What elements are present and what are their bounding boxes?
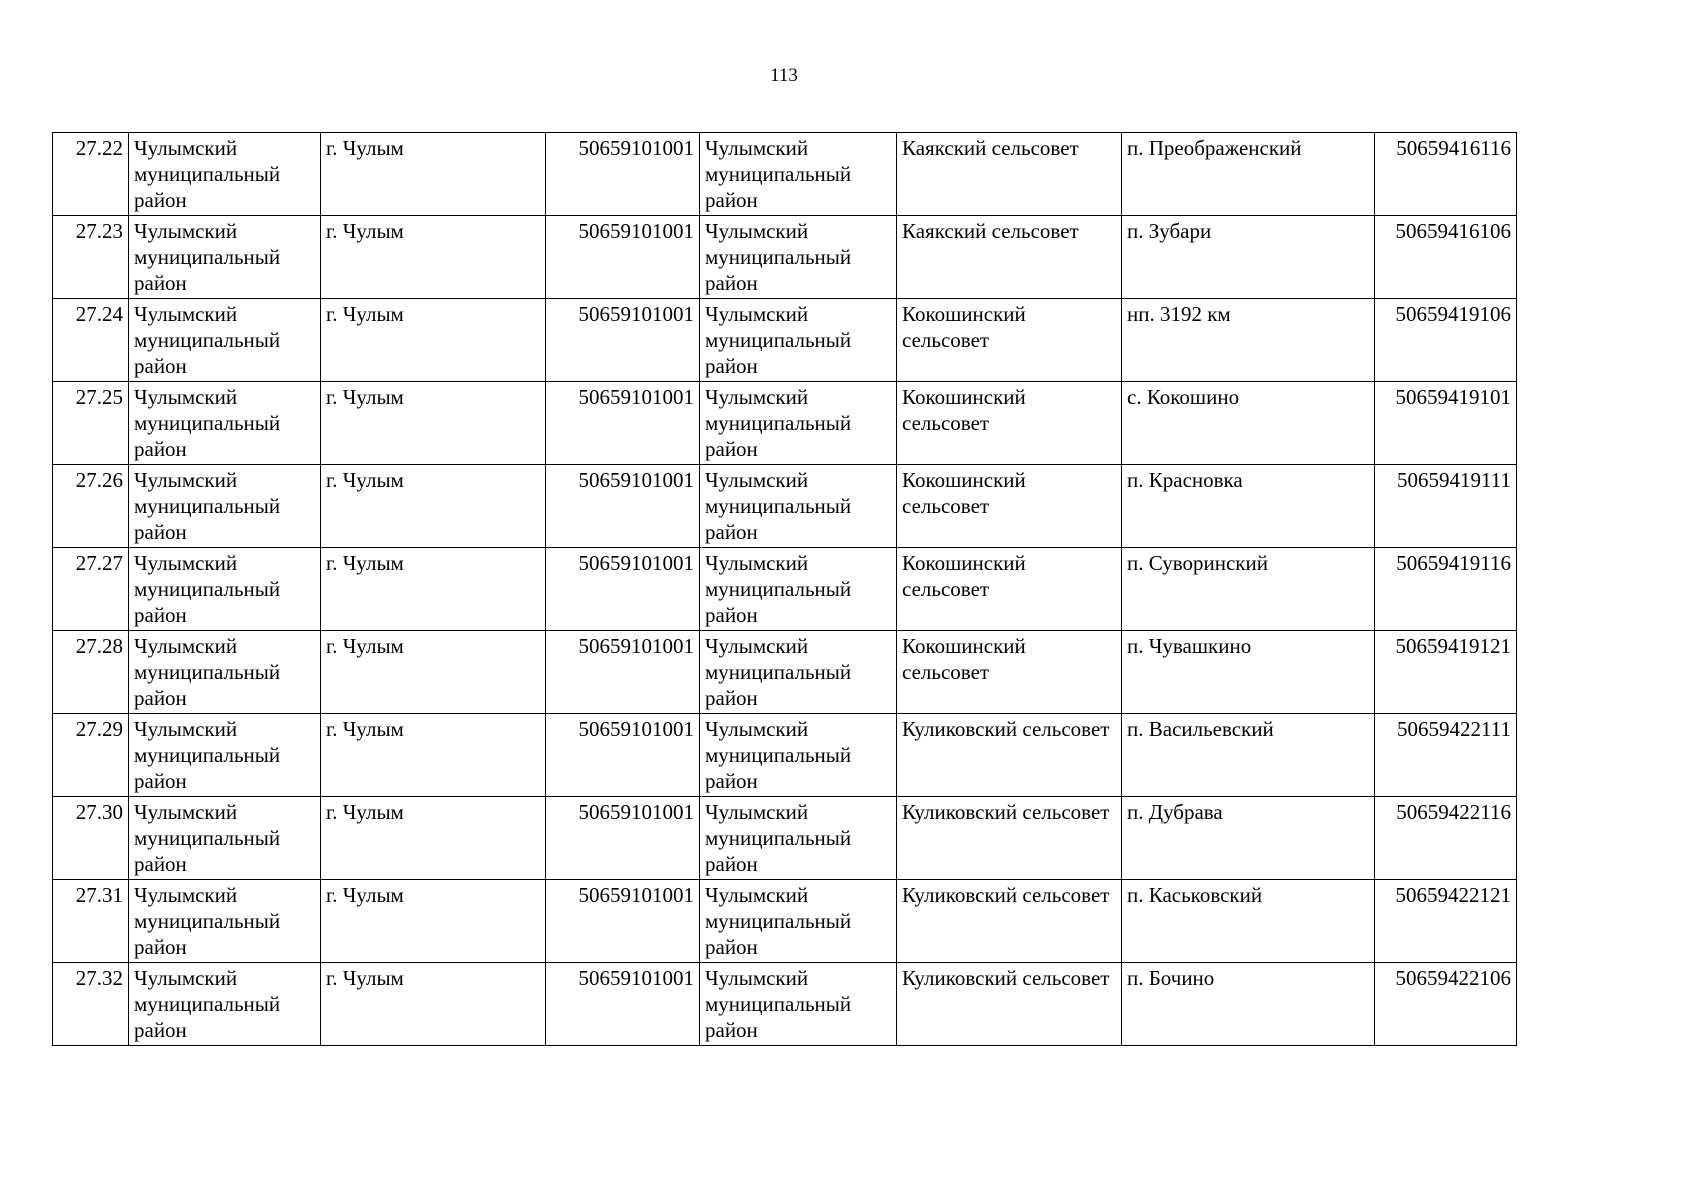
district-cell: Чулымский муниципальный район <box>129 631 321 714</box>
table-row <box>53 880 1517 963</box>
settlement-cell: п. Каськовский <box>1122 880 1375 963</box>
admin-center-code-cell: 50659101001 <box>546 631 700 714</box>
admin-center-code-cell: 50659101001 <box>546 797 700 880</box>
municipality-cell: Чулымский муниципальный район <box>700 465 897 548</box>
settlement-cell: нп. 3192 км <box>1122 299 1375 382</box>
municipality-cell: Чулымский муниципальный район <box>700 714 897 797</box>
table-row <box>53 216 1517 299</box>
row-number-cell: 27.22 <box>53 133 129 216</box>
table-body <box>53 133 1517 1046</box>
settlement-code-cell: 50659422111 <box>1375 714 1517 797</box>
district-cell: Чулымский муниципальный район <box>129 714 321 797</box>
council-cell: Кокошинский сельсовет <box>897 382 1122 465</box>
settlement-cell: п. Преображенский <box>1122 133 1375 216</box>
council-cell: Кокошинский сельсовет <box>897 465 1122 548</box>
row-number-cell: 27.24 <box>53 299 129 382</box>
district-cell: Чулымский муниципальный район <box>129 465 321 548</box>
municipality-cell: Чулымский муниципальный район <box>700 382 897 465</box>
row-number-cell: 27.23 <box>53 216 129 299</box>
municipality-cell: Чулымский муниципальный район <box>700 299 897 382</box>
settlement-code-cell: 50659422121 <box>1375 880 1517 963</box>
admin-center-cell: г. Чулым <box>321 216 546 299</box>
district-cell: Чулымский муниципальный район <box>129 382 321 465</box>
table-row <box>53 382 1517 465</box>
admin-center-cell: г. Чулым <box>321 797 546 880</box>
admin-center-code-cell: 50659101001 <box>546 133 700 216</box>
council-cell: Кокошинский сельсовет <box>897 548 1122 631</box>
settlement-code-cell: 50659422106 <box>1375 963 1517 1046</box>
row-number-cell: 27.29 <box>53 714 129 797</box>
settlement-code-cell: 50659419106 <box>1375 299 1517 382</box>
row-number-cell: 27.32 <box>53 963 129 1046</box>
row-number-cell: 27.30 <box>53 797 129 880</box>
municipality-cell: Чулымский муниципальный район <box>700 880 897 963</box>
admin-center-cell: г. Чулым <box>321 133 546 216</box>
district-cell: Чулымский муниципальный район <box>129 133 321 216</box>
row-number-cell: 27.27 <box>53 548 129 631</box>
settlement-cell: п. Суворинский <box>1122 548 1375 631</box>
admin-center-code-cell: 50659101001 <box>546 548 700 631</box>
row-number-cell: 27.25 <box>53 382 129 465</box>
council-cell: Каякский сельсовет <box>897 133 1122 216</box>
table-row <box>53 797 1517 880</box>
row-number-cell: 27.31 <box>53 880 129 963</box>
admin-center-cell: г. Чулым <box>321 382 546 465</box>
council-cell: Куликовский сельсовет <box>897 714 1122 797</box>
settlement-code-cell: 50659422116 <box>1375 797 1517 880</box>
admin-center-code-cell: 50659101001 <box>546 714 700 797</box>
settlement-table <box>52 132 1517 1046</box>
district-cell: Чулымский муниципальный район <box>129 548 321 631</box>
municipality-cell: Чулымский муниципальный район <box>700 797 897 880</box>
settlement-code-cell: 50659416116 <box>1375 133 1517 216</box>
admin-center-code-cell: 50659101001 <box>546 216 700 299</box>
district-cell: Чулымский муниципальный район <box>129 963 321 1046</box>
municipality-cell: Чулымский муниципальный район <box>700 216 897 299</box>
district-cell: Чулымский муниципальный район <box>129 299 321 382</box>
settlement-cell: с. Кокошино <box>1122 382 1375 465</box>
admin-center-code-cell: 50659101001 <box>546 880 700 963</box>
admin-center-code-cell: 50659101001 <box>546 382 700 465</box>
municipality-cell: Чулымский муниципальный район <box>700 133 897 216</box>
settlement-cell: п. Красновка <box>1122 465 1375 548</box>
row-number-cell: 27.26 <box>53 465 129 548</box>
council-cell: Куликовский сельсовет <box>897 963 1122 1046</box>
council-cell: Кокошинский сельсовет <box>897 631 1122 714</box>
admin-center-cell: г. Чулым <box>321 299 546 382</box>
settlement-code-cell: 50659419101 <box>1375 382 1517 465</box>
settlement-code-cell: 50659419121 <box>1375 631 1517 714</box>
district-cell: Чулымский муниципальный район <box>129 880 321 963</box>
admin-center-cell: г. Чулым <box>321 880 546 963</box>
settlement-code-cell: 50659416106 <box>1375 216 1517 299</box>
settlement-cell: п. Чувашкино <box>1122 631 1375 714</box>
settlement-code-cell: 50659419111 <box>1375 465 1517 548</box>
table-row <box>53 714 1517 797</box>
municipality-cell: Чулымский муниципальный район <box>700 963 897 1046</box>
table-row <box>53 133 1517 216</box>
settlement-cell: п. Бочино <box>1122 963 1375 1046</box>
admin-center-code-cell: 50659101001 <box>546 299 700 382</box>
admin-center-cell: г. Чулым <box>321 465 546 548</box>
settlement-cell: п. Дубрава <box>1122 797 1375 880</box>
council-cell: Каякский сельсовет <box>897 216 1122 299</box>
settlement-cell: п. Зубари <box>1122 216 1375 299</box>
district-cell: Чулымский муниципальный район <box>129 216 321 299</box>
table-row <box>53 548 1517 631</box>
admin-center-cell: г. Чулым <box>321 631 546 714</box>
admin-center-cell: г. Чулым <box>321 963 546 1046</box>
council-cell: Кокошинский сельсовет <box>897 299 1122 382</box>
table-row <box>53 299 1517 382</box>
settlement-cell: п. Васильевский <box>1122 714 1375 797</box>
row-number-cell: 27.28 <box>53 631 129 714</box>
municipality-cell: Чулымский муниципальный район <box>700 548 897 631</box>
council-cell: Куликовский сельсовет <box>897 797 1122 880</box>
admin-center-cell: г. Чулым <box>321 548 546 631</box>
district-cell: Чулымский муниципальный район <box>129 797 321 880</box>
council-cell: Куликовский сельсовет <box>897 880 1122 963</box>
admin-center-cell: г. Чулым <box>321 714 546 797</box>
table-row <box>53 465 1517 548</box>
municipality-cell: Чулымский муниципальный район <box>700 631 897 714</box>
admin-center-code-cell: 50659101001 <box>546 963 700 1046</box>
table-row <box>53 963 1517 1046</box>
table-row <box>53 631 1517 714</box>
settlement-code-cell: 50659419116 <box>1375 548 1517 631</box>
page-number: 113 <box>770 65 798 86</box>
admin-center-code-cell: 50659101001 <box>546 465 700 548</box>
